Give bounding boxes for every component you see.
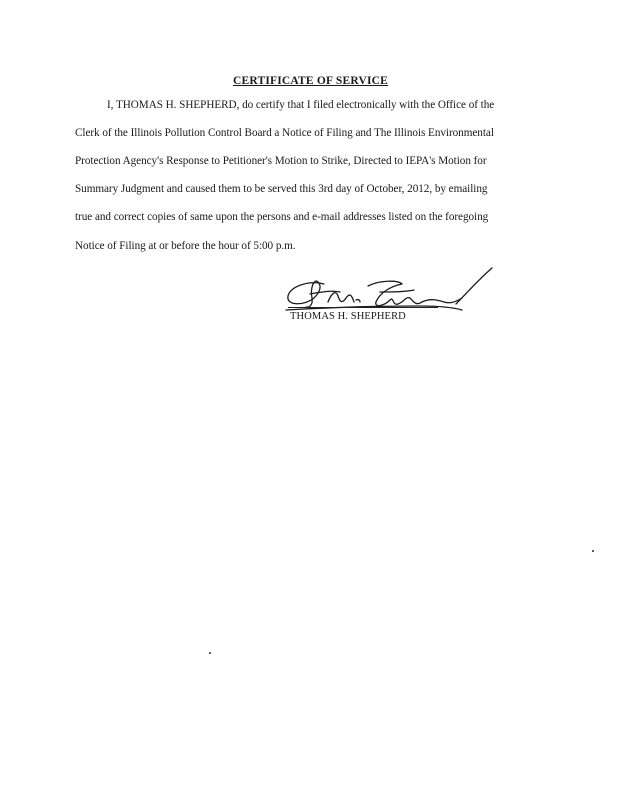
scan-speck (209, 652, 211, 654)
certificate-title: CERTIFICATE OF SERVICE (232, 75, 389, 87)
signer-name: THOMAS H. SHEPHERD (290, 311, 406, 322)
signature-line (288, 307, 438, 308)
body-line-6: Notice of Filing at or before the hour of 5:00 p.m. (75, 240, 296, 252)
body-line-2: Clerk of the Illinois Pollution Control Board a Notice of Filing and The Illinois Environmental (75, 127, 494, 139)
body-line-1: I, THOMAS H. SHEPHERD, do certify that I filed electronically with the Office of the (107, 99, 495, 111)
scan-speck (592, 550, 594, 552)
body-line-5: true and correct copies of same upon the persons and e-mail addresses listed on the foregoing (75, 211, 489, 223)
body-line-3: Protection Agency's Response to Petitioner's Motion to Strike, Directed to IEPA's Motion for (75, 155, 487, 167)
body-line-4: Summary Judgment and caused them to be served this 3rd day of October, 2012, by emailing (75, 183, 488, 195)
